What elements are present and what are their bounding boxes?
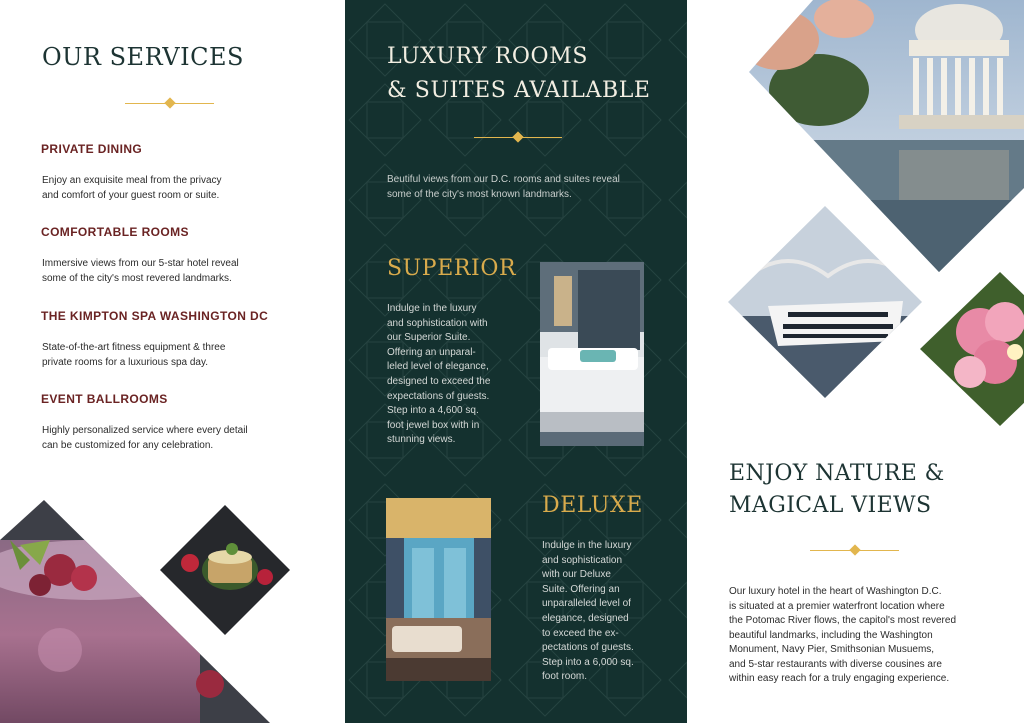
room-desc-superior: Indulge in the luxury and sophistication with our Superior Suite. Offering an unparal- leled level of elegance, designed to exceed the expectations of guests. Step into a 4,600 sq. foot jewel box with in stunning views. (387, 303, 491, 446)
deluxe-room-photo (386, 498, 491, 681)
flower-photo (920, 272, 1024, 426)
room-title-superior: SUPERIOR (387, 256, 517, 281)
service-title-comfortable-rooms: COMFORTABLE ROOMS (41, 225, 189, 239)
nature-panel (687, 0, 1024, 723)
services-title: OUR SERVICES (42, 43, 244, 71)
yacht-photo (728, 206, 922, 398)
nature-body: Our luxury hotel in the heart of Washington D.C. is situated at a premier waterfront location where the Potomac River flows, the capitol's most revered beautiful landmarks, including the Washington Monument, Navy Pier, Smithsonian Musuems, and 5-star restaurants with diverse cousines are within easy reach for a truly engaging experience. (729, 586, 957, 684)
service-desc-event-ballrooms: Highly personalized service where every detail can be customized for any celebration. (42, 425, 248, 451)
services-panel (0, 0, 345, 723)
rooms-panel (345, 0, 687, 723)
gold-divider (125, 99, 214, 109)
service-title-private-dining: PRIVATE DINING (41, 142, 143, 156)
rooms-intro: Beutiful views from our D.C. rooms and suites reveal some of the city's most known landmarks. (387, 174, 620, 200)
room-desc-deluxe: Indulge in the luxury and sophistication with our Deluxe Suite. Offering an unparalleled level of elegance, designed to exceed the ex- pectations of guests. Step into a 6,000 sq. foot room. (542, 540, 634, 683)
service-desc-private-dining: Enjoy an exquisite meal from the privacy and comfort of your guest room or suite. (42, 175, 222, 201)
rooms-title: LUXURY ROOMS & SUITES AVAILABLE (387, 44, 651, 103)
service-title-spa: THE KIMPTON SPA WASHINGTON DC (41, 309, 269, 323)
nature-title: ENJOY NATURE & MAGICAL VIEWS (729, 461, 945, 518)
gold-divider (474, 133, 562, 143)
superior-room-photo (540, 262, 644, 446)
service-desc-comfortable-rooms: Immersive views from our 5-star hotel reveal some of the city's most revered landmarks. (42, 258, 239, 284)
service-title-event-ballrooms: EVENT BALLROOMS (41, 392, 168, 406)
room-title-deluxe: DELUXE (542, 493, 643, 518)
appetizer-photo (160, 505, 290, 635)
service-desc-spa: State-of-the-art fitness equipment & three private rooms for a luxurious spa day. (42, 342, 226, 368)
gold-divider (810, 546, 899, 556)
